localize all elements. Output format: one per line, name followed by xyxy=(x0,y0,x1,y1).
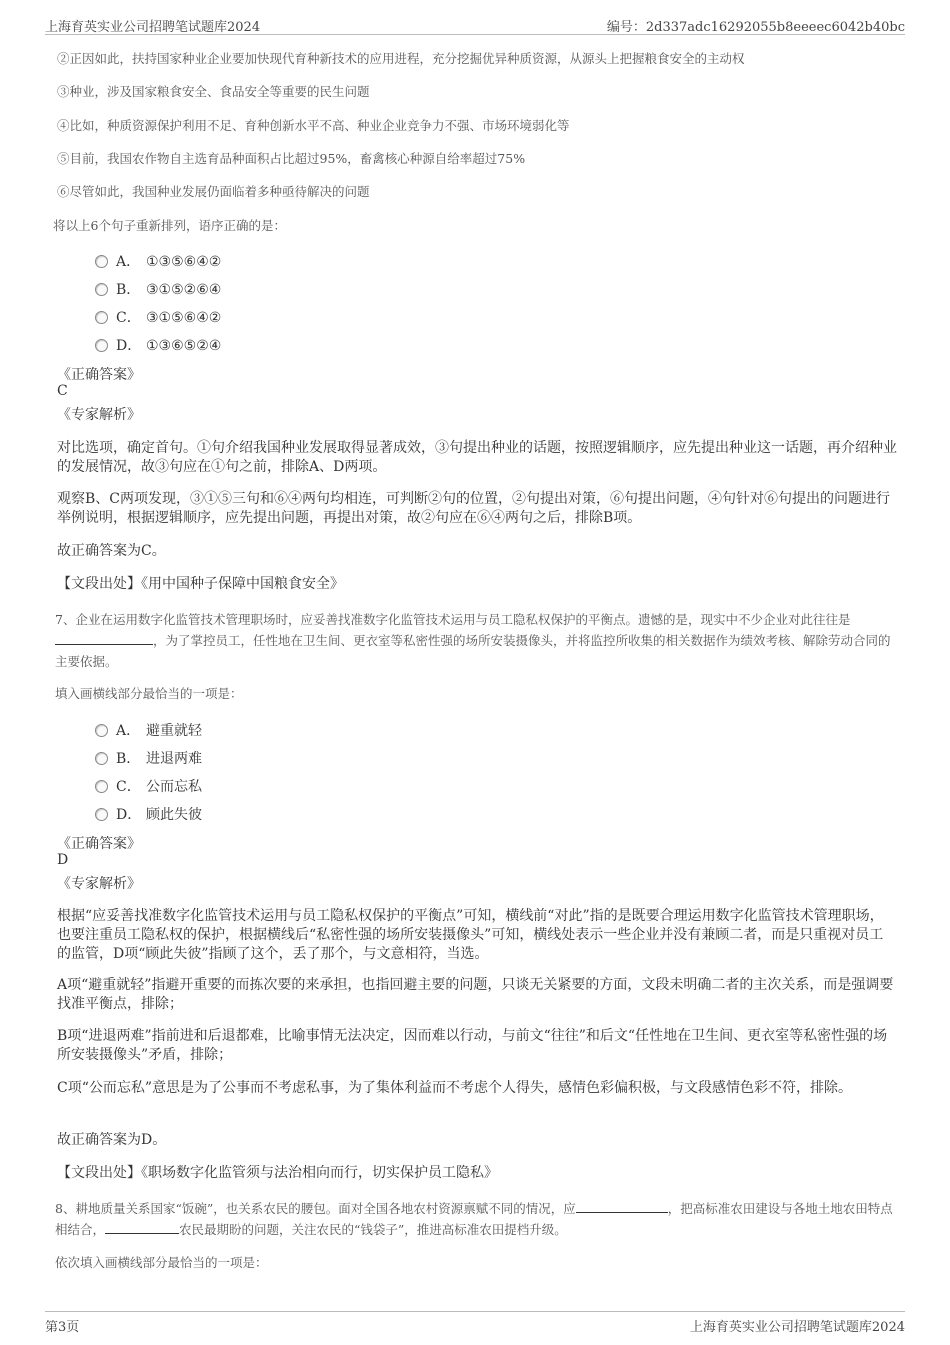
analysis-paragraph: 对比选项，确定首句。①句介绍我国种业发展取得显著成效，③句提出种业的话题，按照逻辑顺序，应先提出种业这一话题，再介绍种业的发展情况，故③句应在①句之前，排除A、D两项。 xyxy=(57,440,897,475)
option-letter: A． xyxy=(116,723,141,739)
answer-value: D xyxy=(57,852,69,868)
answer-label: 《正确答案》 xyxy=(57,836,141,852)
option-letter: B． xyxy=(116,751,141,767)
stem-part: ，为了掌控员工，任性地在卫生间、更衣室等私密性强的场所安装摄像头，并将监控所收集的相关数据作为绩效考核、解除劳动合同的主要依据。 xyxy=(55,633,891,669)
analysis-label: 《专家解析》 xyxy=(57,876,141,892)
option-d[interactable] xyxy=(95,335,221,355)
option-text: 顾此失彼 xyxy=(146,807,202,823)
radio-icon[interactable] xyxy=(95,283,108,296)
analysis-paragraph: A项“避重就轻”指避开重要的而拣次要的来承担，也指回避主要的问题，只谈无关紧要的方面，文段未明确二者的主次关系，而是强调要找准平衡点，排除； xyxy=(57,977,894,1012)
option-b[interactable] xyxy=(95,279,221,299)
question-prompt: 将以上6个句子重新排列，语序正确的是： xyxy=(53,218,286,233)
analysis-paragraph: 观察B、C两项发现，③①⑤三句和⑥④两句均相连，可判断②句的位置，②句提出对策，⑥句提出问题，④句针对⑥句提出的问题进行举例说明，根据逻辑顺序，应先提出问题，再提出对策，故②句应在⑥④两句之后，排除B项。 xyxy=(57,491,890,526)
sentence-2: ②正因如此，扶持国家种业企业要加快现代育种新技术的应用进程，充分挖掘优异种质资源，从源头上把握粮食安全的主动权 xyxy=(57,51,745,66)
radio-icon[interactable] xyxy=(95,255,108,268)
option-letter: B． xyxy=(116,282,141,298)
analysis-paragraph: C项“公而忘私”意思是为了公事而不考虑私事，为了集体利益而不考虑个人得失，感情色彩偏积极，与文段感情色彩不符，排除。 xyxy=(57,1080,853,1096)
option-text: 进退两难 xyxy=(146,751,202,767)
sentence-4: ④比如，种质资源保护利用不足、育种创新水平不高、种业企业竞争力不强、市场环境弱化等 xyxy=(57,118,570,133)
analysis-label: 《专家解析》 xyxy=(57,407,141,423)
radio-icon[interactable] xyxy=(95,339,108,352)
radio-icon[interactable] xyxy=(95,724,108,737)
fill-blank xyxy=(105,1221,179,1234)
stem-part: ，把高标准农田建设与各地土地农田特点相结合， xyxy=(55,1201,893,1237)
source-citation: 【文段出处】《职场数字化监管须与法治相向而行，切实保护员工隐私》 xyxy=(57,1165,498,1181)
option-text: ①③⑥⑤②④ xyxy=(146,338,222,354)
option-letter: A． xyxy=(116,254,141,270)
header-code: 编号：2d337adc16292055b8eeeec6042b40bc xyxy=(606,20,905,35)
question-prompt: 填入画横线部分最恰当的一项是： xyxy=(55,686,243,701)
analysis-paragraph: B项“进退两难”指前进和后退都难，比喻事情无法决定，因而难以行动，与前文“往往”和后文“任性地在卫生间、更衣室等私密性强的场所安装摄像头”矛盾，排除； xyxy=(57,1028,888,1063)
radio-icon[interactable] xyxy=(95,311,108,324)
analysis-paragraph: 故正确答案为D。 xyxy=(57,1132,167,1148)
answer-label: 《正确答案》 xyxy=(57,367,141,383)
sentence-3: ③种业，涉及国家粮食安全、食品安全等重要的民生问题 xyxy=(57,84,370,99)
stem-part: 7、企业在运用数字化监管技术管理职场时，应妥善找准数字化监管技术运用与员工隐私权保护的平衡点。遗憾的是，现实中不少企业对此往往是 xyxy=(55,612,851,627)
question-stem xyxy=(55,1198,897,1240)
option-d[interactable] xyxy=(95,804,202,824)
sentence-6: ⑥尽管如此，我国种业发展仍面临着多种亟待解决的问题 xyxy=(57,184,370,199)
option-a[interactable] xyxy=(95,720,202,740)
question-prompt: 依次填入画横线部分最恰当的一项是： xyxy=(55,1255,268,1270)
option-c[interactable] xyxy=(95,307,221,327)
fill-blank xyxy=(55,632,153,645)
option-text: ③①⑤⑥④② xyxy=(146,310,222,326)
radio-icon[interactable] xyxy=(95,752,108,765)
page-header xyxy=(45,14,905,35)
option-text: ③①⑤②⑥④ xyxy=(146,282,222,298)
analysis-paragraph: 故正确答案为C。 xyxy=(57,543,166,559)
fill-blank xyxy=(576,1200,668,1213)
option-text: 公而忘私 xyxy=(146,779,202,795)
question-stem xyxy=(55,609,897,672)
option-letter: C． xyxy=(116,779,141,795)
option-letter: D． xyxy=(116,338,142,354)
option-text: 避重就轻 xyxy=(146,723,202,739)
page-footer xyxy=(45,1311,905,1338)
option-a[interactable] xyxy=(95,251,221,271)
option-b[interactable] xyxy=(95,748,202,768)
radio-icon[interactable] xyxy=(95,780,108,793)
stem-part: 8、耕地质量关系国家“饭碗”，也关系农民的腰包。面对全国各地农村资源禀赋不同的情况，应 xyxy=(55,1201,576,1216)
footer-title: 上海育英实业公司招聘笔试题库2024 xyxy=(689,1320,905,1335)
radio-icon[interactable] xyxy=(95,808,108,821)
page-number: 第3页 xyxy=(45,1320,80,1335)
analysis-paragraph: 根据“应妥善找准数字化监管技术运用与员工隐私权保护的平衡点”可知，横线前“对此”指的是既要合理运用数字化监管技术管理职场，也要注重员工隐私权的保护，根据横线后“私密性强的场所安装摄像头”可知，横线处表示一些企业并没有兼顾二者，而是只重视对员工的监管，D项“顾此失彼”指顾了这个，丢了那个，与文意相符，当选。 xyxy=(57,908,884,962)
source-citation: 【文段出处】《用中国种子保障中国粮食安全》 xyxy=(57,576,344,592)
option-letter: D． xyxy=(116,807,142,823)
option-letter: C． xyxy=(116,310,141,326)
answer-value: C xyxy=(57,383,68,399)
option-c[interactable] xyxy=(95,776,202,796)
header-title: 上海育英实业公司招聘笔试题库2024 xyxy=(45,20,261,35)
stem-part: 农民最期盼的问题，关注农民的“钱袋子”，推进高标准农田提档升级。 xyxy=(179,1222,567,1237)
option-text: ①③⑤⑥④② xyxy=(146,254,222,270)
sentence-5: ⑤目前，我国农作物自主选育品种面积占比超过95%，畜禽核心种源自给率超过75% xyxy=(57,151,526,166)
